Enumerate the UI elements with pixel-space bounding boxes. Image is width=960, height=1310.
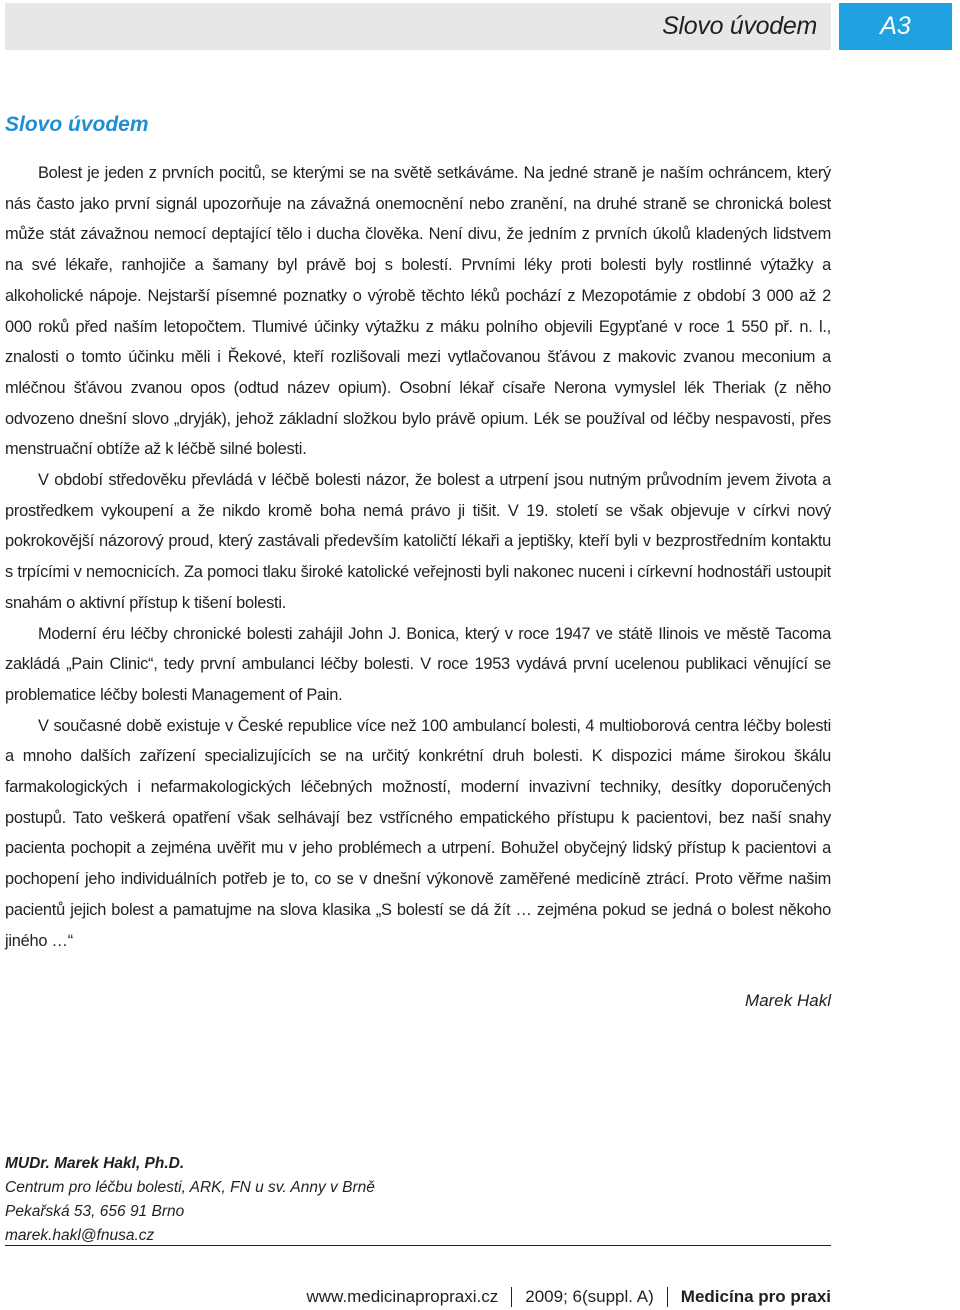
author-institution: Centrum pro léčbu bolesti, ARK, FN u sv. Anny v Brně bbox=[5, 1179, 375, 1196]
article-body bbox=[5, 158, 831, 956]
paragraph: Bolest je jeden z prvních pocitů, se kterými se na světě setkáváme. Na jedné straně je naším ochráncem, který nás často jako první signál upozorňuje na závažná onemocnění nebo zranění, na druhé straně se chronická bolest může stát závažnou nemocí deptající tělo i ducha člověka. Není divu, že jedním z prvních úkolů kladených lidstvem na své lékaře, ranhojiče a šamany byl právě boj s bolestí. Prvními léky proti bolesti byly rostlinné výtažky a alkoholické nápoje. Nejstarší písemné poznatky o výrobě těchto léků pochází z Mezopotámie z období 3 000 až 2 000 roků před naším letopočtem. Tlumivé účinky výtažku z máku polního objevili Egypťané v roce 1 550 př. n. l., znalosti o tomto účinku měli i Řekové, kteří rozlišovali mezi vytlačovanou šťávou z makovic zvanou meconium a mléčnou šťávou zvanou opos (odtud název opium). Osobní lékař císaře Nerona vymyslel lék Theriak (z něho odvozeno dnešní slovo „dryják), jehož základní složkou bylo právě opium. Lék se používal od léčby nespavosti, přes menstruační obtíže až k léčbě silné bolesti. bbox=[5, 164, 831, 459]
footer-issue: 2009; 6(suppl. A) bbox=[525, 1287, 654, 1306]
footer-journal: Medicína pro praxi bbox=[680, 1287, 831, 1306]
author-address: Pekařská 53, 656 91 Brno bbox=[5, 1203, 185, 1220]
section-tag: A3 bbox=[839, 3, 952, 50]
footer-separator bbox=[511, 1287, 512, 1307]
section-heading: Slovo úvodem bbox=[5, 113, 149, 136]
author-block bbox=[5, 1152, 375, 1248]
header-bar bbox=[5, 3, 831, 50]
footer bbox=[306, 1287, 831, 1307]
paragraph: Moderní éru léčby chronické bolesti zahájil John J. Bonica, který v roce 1947 ve státě Ilinois ve městě Tacoma zakládá „Pain Clinic“, tedy první ambulanci léčby bolesti. V roce 1953 vydává první ucelenou publikaci věnující se problematice léčby bolesti Management of Pain. bbox=[5, 624, 831, 704]
signature: Marek Hakl bbox=[745, 991, 831, 1010]
header-title: Slovo úvodem bbox=[662, 12, 817, 40]
paragraph: V období středověku převládá v léčbě bolesti názor, že bolest a utrpení jsou nutným průvodním jevem života a prostředkem vykoupení a že nikdo kromě boha nemá právo ji tišit. V 19. století se však objevuje v církvi nový pokrokovější názorový proud, který zastávali především katoličtí lékaři a jeptišky, kteří byli v bezprostředním kontaktu s trpícími v nemocnicích. Za pomoci tlaku široké katolické veřejnosti byli nakonec nuceni i církevní hodnostáři ustoupit snahám o aktivní přístup k tišení bolesti. bbox=[5, 471, 831, 612]
author-name: MUDr. Marek Hakl, Ph.D. bbox=[5, 1155, 185, 1172]
footer-website[interactable]: www.medicinapropraxi.cz bbox=[306, 1287, 499, 1306]
footer-separator bbox=[667, 1287, 668, 1307]
author-email[interactable]: marek.hakl@fnusa.cz bbox=[5, 1227, 155, 1244]
divider bbox=[5, 1245, 831, 1246]
paragraph: V současné době existuje v České republice více než 100 ambulancí bolesti, 4 multioborová centra léčby bolesti a mnoho dalších zařízení specializujících se na určitý konkrétní druh bolesti. K dispozici máme širokou škálu farmakologických i nefarmakologických léčebných možností, moderní invazivní techniky, desítky doporučených postupů. Tato veškerá opatření však selhávají bez vstřícného empatického přístupu k pacientovi, bez naší snahy pacienta pochopit a zejména uvěřit mu v jeho problémech a utrpení. Bohužel obyčejný lidský přístup k pacientovi a pochopení jeho individuálních potřeb je to, co se v dnešní výkonově zaměřené medicíně ztrácí. Proto věřme našim pacientů jejich bolest a pamatujme na slova klasika „S bolestí se dá žít … zejména pokud se jedná o bolest někoho jiného …“ bbox=[5, 716, 831, 950]
